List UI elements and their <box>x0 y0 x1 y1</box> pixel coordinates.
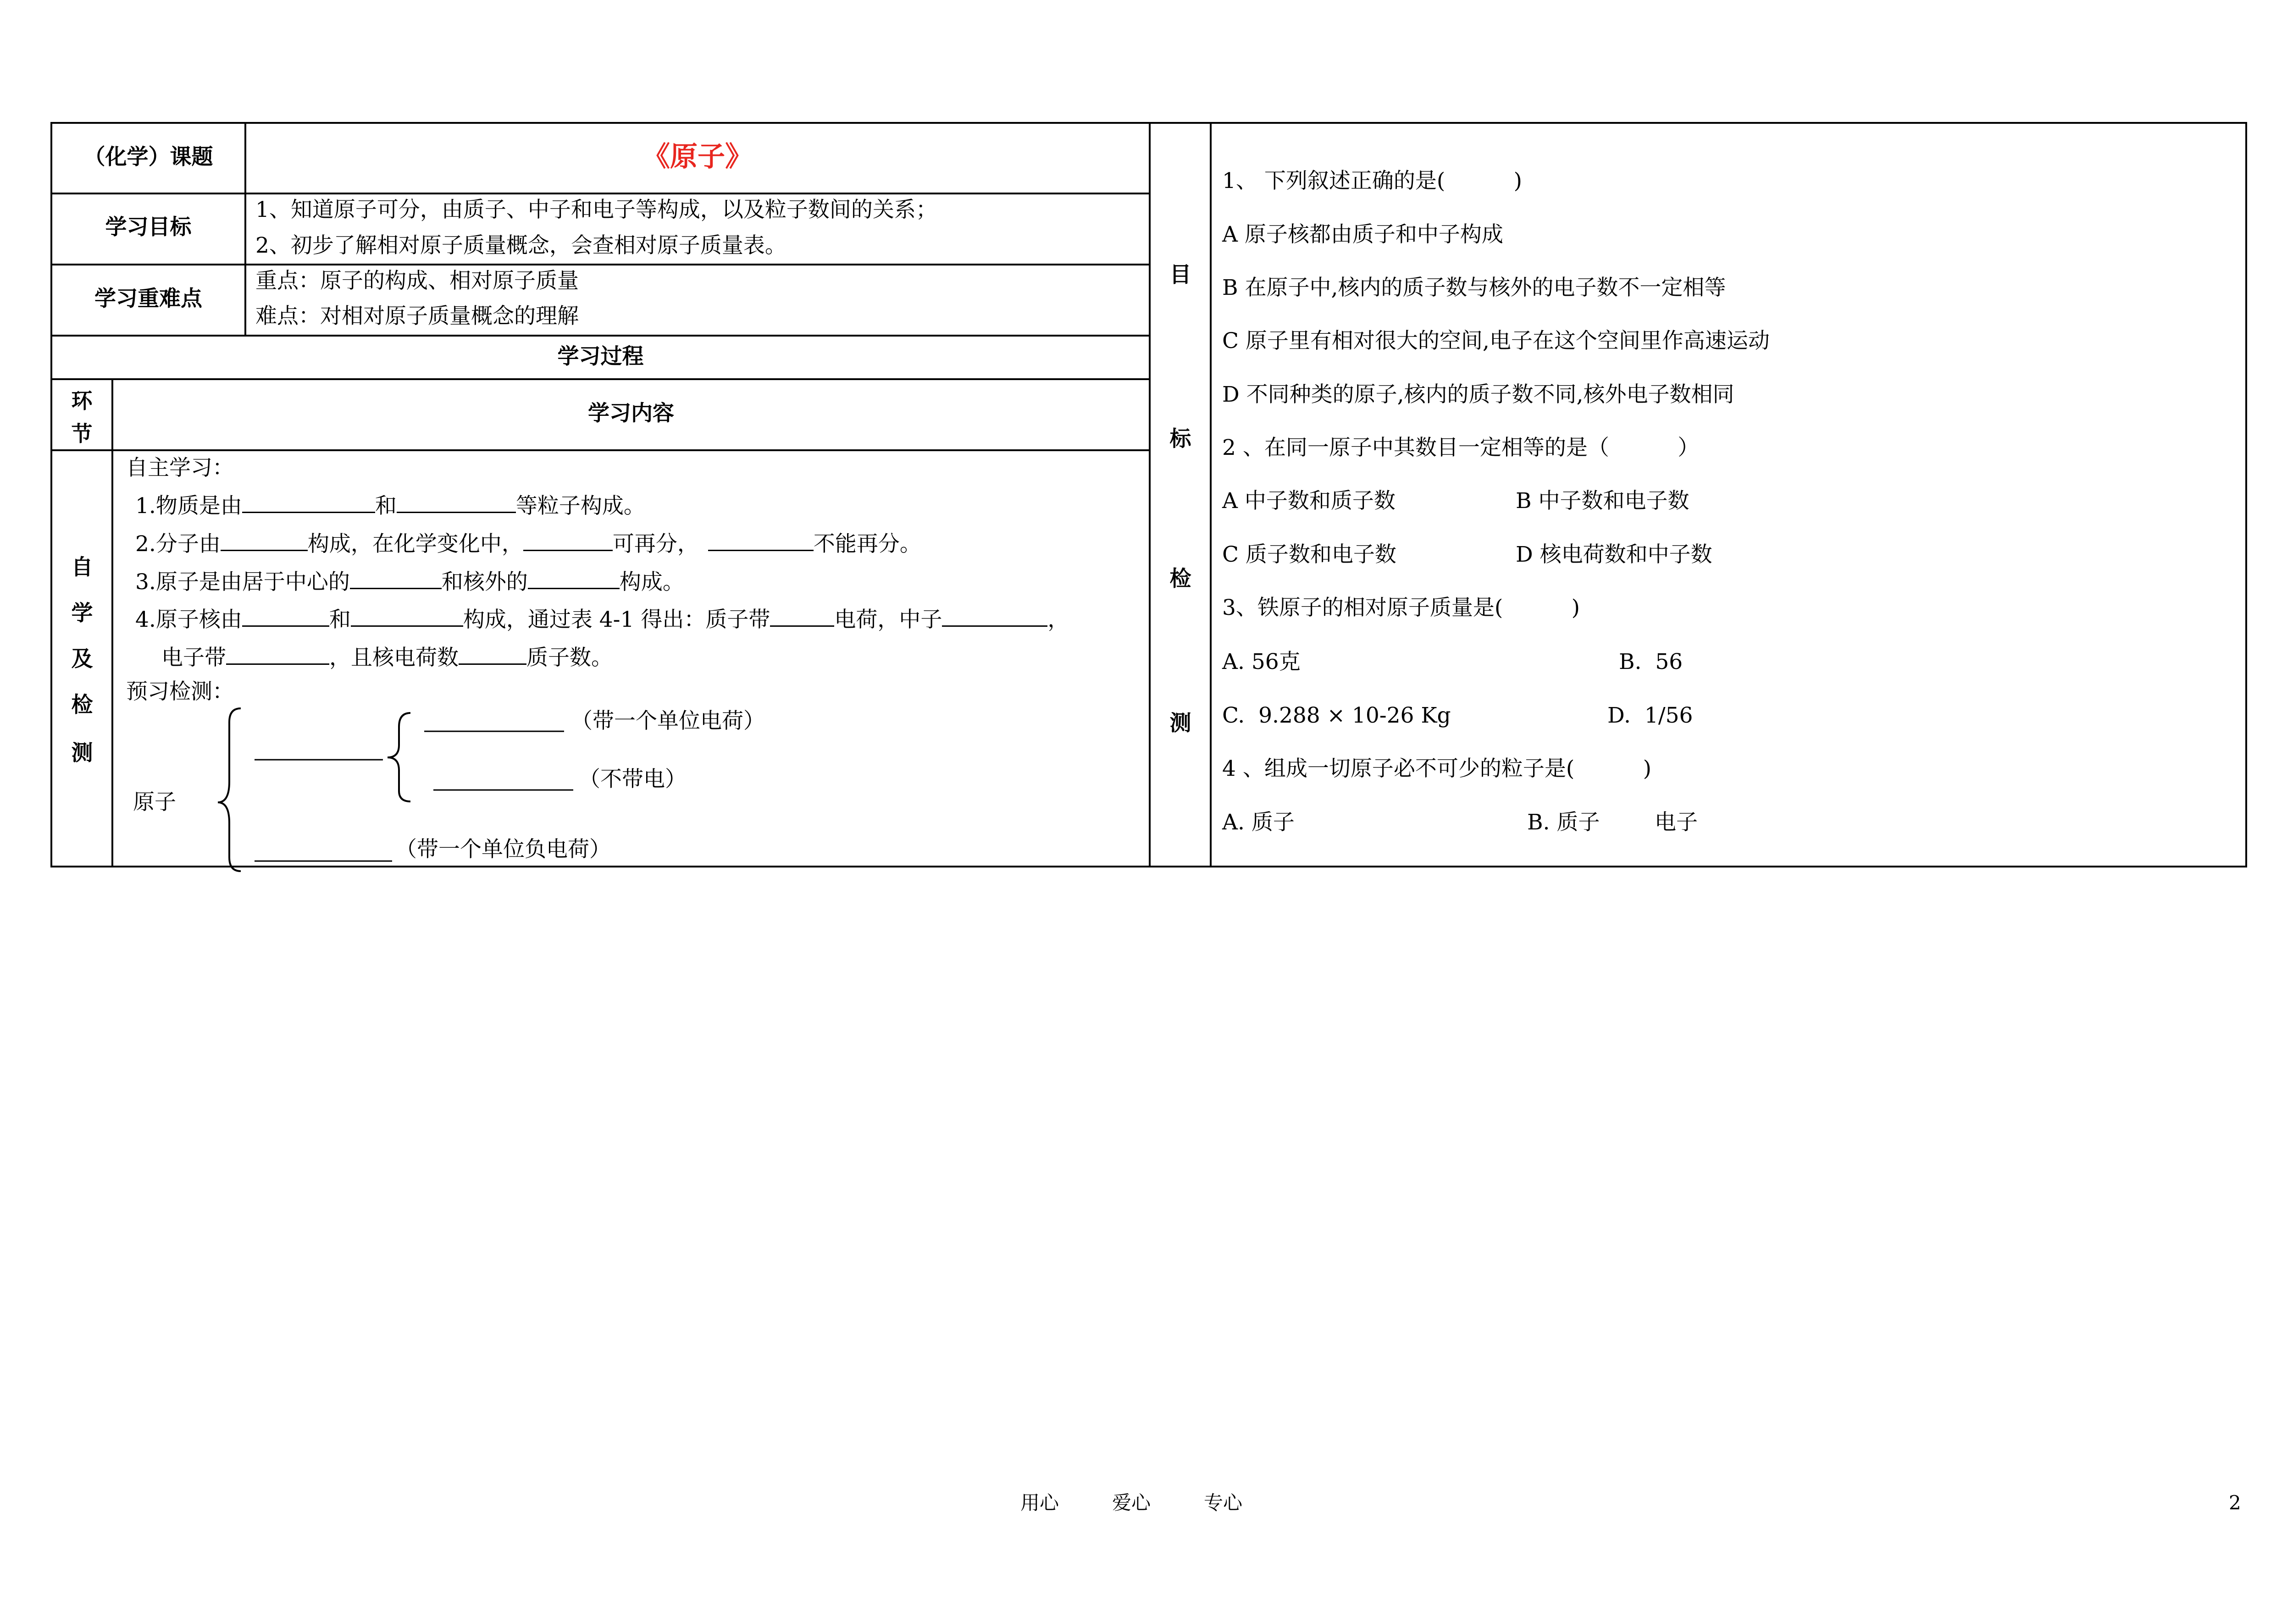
q1-blank-2 <box>397 492 516 513</box>
diagram-note-neutron: （不带电） <box>579 767 687 792</box>
stage-char-5: 测 <box>71 740 93 766</box>
q2-text-d: 不能再分。 <box>813 531 921 557</box>
q2-text-b: 构成，在化学变化中， <box>307 531 523 557</box>
check-q1: 1、 下列叙述正确的是( ) <box>1222 168 1522 193</box>
q4-text-b: 和 <box>329 607 351 632</box>
q4-text-h: 质子数。 <box>526 645 613 670</box>
check-q3-option-d: D. 1/56 <box>1607 703 1693 728</box>
q4-text-g: ，且核电荷数 <box>329 645 459 670</box>
q2-text-c: 可再分， <box>612 531 699 557</box>
middle-section-divider <box>1210 122 1212 867</box>
row-divider-4 <box>50 378 1151 380</box>
q2-blank-1 <box>221 530 308 551</box>
check-q1-option-c: C 原子里有相对很大的空间,电子在这个空间里作高速运动 <box>1222 328 1770 354</box>
q4-blank-4 <box>942 605 1047 627</box>
question-2 <box>135 530 921 557</box>
q1-blank-1 <box>242 492 375 513</box>
stage-char-3: 及 <box>71 646 93 672</box>
preview-title: 预习检测： <box>126 679 234 704</box>
row-divider-3 <box>50 335 1151 337</box>
q4-text-d: 电荷，中子 <box>834 607 942 632</box>
check-q2: 2 、在同一原子中其数目一定相等的是（ ） <box>1222 435 1700 460</box>
course-title: 《原子》 <box>642 141 753 173</box>
keypoint-2: 难点：对相对原子质量概念的理解 <box>255 304 579 329</box>
target-char-4: 测 <box>1169 711 1191 736</box>
q2-blank-3 <box>708 530 814 551</box>
question-1 <box>135 492 645 519</box>
page-number: 2 <box>2229 1491 2241 1514</box>
keypoints-label: 学习重难点 <box>94 286 202 311</box>
table-right-border <box>2245 122 2247 867</box>
q2-blank-2 <box>523 530 613 551</box>
q4-blank-2 <box>351 605 463 627</box>
q4-blank-5 <box>226 643 329 665</box>
question-3 <box>135 568 684 595</box>
stage-char-2: 学 <box>71 601 93 626</box>
q1-text-c: 等粒子构成。 <box>515 493 645 519</box>
q3-text-c: 构成。 <box>619 569 684 595</box>
keypoint-1: 重点：原子的构成、相对原子质量 <box>255 268 579 293</box>
q1-text-a: 1.物质是由 <box>135 493 242 519</box>
check-q1-option-d: D 不同种类的原子,核内的质子数不同,核外电子数相同 <box>1222 382 1734 407</box>
objective-2: 2、初步了解相对原子质量概念，会查相对原子质量表。 <box>255 233 786 258</box>
objectives-label: 学习目标 <box>105 215 192 240</box>
check-q4: 4 、组成一切原子必不可少的粒子是( ) <box>1222 756 1651 781</box>
outer-brace <box>218 708 241 871</box>
q4-text-f: 电子带 <box>161 645 226 670</box>
target-char-3: 检 <box>1169 566 1191 591</box>
diagram-note-proton: （带一个单位电荷） <box>571 708 765 734</box>
check-q3: 3、铁原子的相对原子质量是( ) <box>1222 595 1580 620</box>
footer-motto-1: 用心 <box>1020 1491 1059 1514</box>
check-q4-option-b: B. 质子 电子 <box>1527 810 1698 835</box>
left-section-divider <box>1149 122 1151 867</box>
q1-text-b: 和 <box>375 493 397 519</box>
target-char-2: 标 <box>1169 426 1191 452</box>
footer-motto-2: 爱心 <box>1112 1491 1151 1514</box>
q3-text-a: 3.原子是由居于中心的 <box>135 569 350 595</box>
course-label: （化学）课题 <box>83 144 213 170</box>
row-divider-5 <box>50 449 1151 451</box>
process-label: 学习过程 <box>557 344 644 369</box>
diagram-note-electron: （带一个单位负电荷） <box>395 837 611 862</box>
stage-label: 环节 <box>71 388 93 446</box>
question-4 <box>135 605 1069 633</box>
q4-text-e: ， <box>1047 607 1069 632</box>
check-q3-option-a: A. 56克 <box>1222 649 1301 674</box>
q4-blank-6 <box>459 643 526 665</box>
check-q1-option-a: A 原子核都由质子和中子构成 <box>1222 222 1503 247</box>
q3-blank-1 <box>350 568 442 589</box>
inner-brace <box>388 713 410 801</box>
check-q2-option-a: A 中子数和质子数 <box>1222 488 1396 514</box>
q2-text-a: 2.分子由 <box>135 531 221 557</box>
check-q2-option-c: C 质子数和电子数 <box>1222 542 1396 567</box>
check-q1-option-b: B 在原子中,核内的质子数与核外的电子数不一定相等 <box>1222 275 1726 300</box>
q4-blank-1 <box>242 605 329 627</box>
check-q4-option-a: A. 质子 <box>1222 810 1295 835</box>
footer-motto-3: 专心 <box>1204 1491 1243 1514</box>
check-q3-option-c: C. 9.288 × 10-26 Kg <box>1222 703 1451 728</box>
content-label: 学习内容 <box>588 401 674 426</box>
target-char-1: 目 <box>1169 262 1191 287</box>
q4-text-c: 构成，通过表 4-1 得出：质子带 <box>463 607 770 632</box>
check-q3-option-b: B. 56 <box>1619 649 1683 674</box>
self-study-title: 自主学习： <box>126 455 234 481</box>
question-4-continued <box>161 643 613 671</box>
row-divider-1 <box>50 193 1151 194</box>
check-q2-option-d: D 核电荷数和中子数 <box>1516 542 1712 567</box>
q3-text-b: 和核外的 <box>441 569 528 595</box>
atom-label: 原子 <box>133 790 176 815</box>
check-q2-option-b: B 中子数和电子数 <box>1516 488 1689 514</box>
stage-char-1: 自 <box>71 555 93 580</box>
objective-1: 1、知道原子可分，由质子、中子和电子等构成，以及粒子数间的关系； <box>255 197 937 222</box>
row-divider-2 <box>50 264 1151 265</box>
stage-char-4: 检 <box>71 692 93 718</box>
q4-blank-3 <box>770 605 834 627</box>
q4-text-a: 4.原子核由 <box>135 607 242 632</box>
q3-blank-2 <box>528 568 620 589</box>
